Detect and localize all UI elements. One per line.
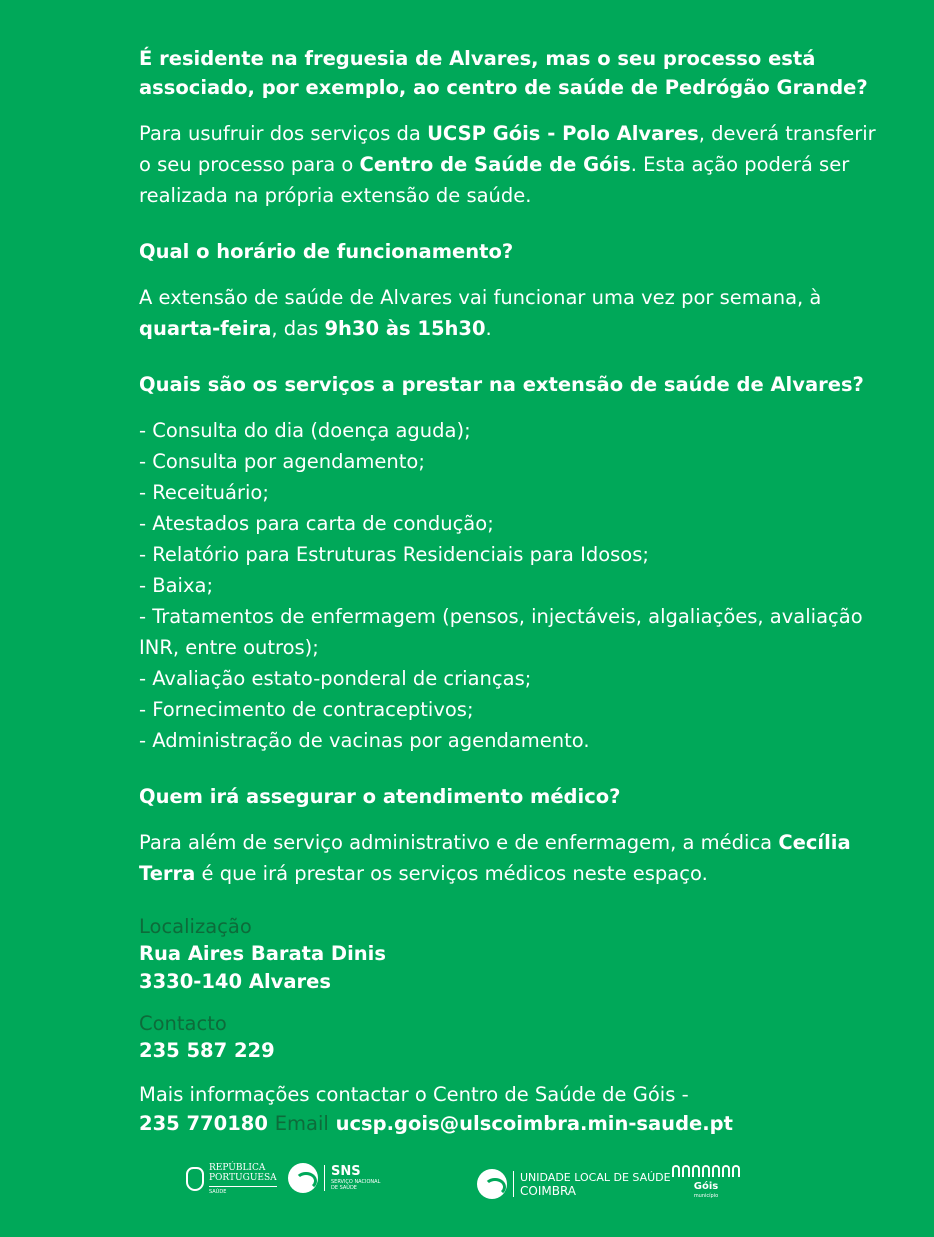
service-item: - Administração de vacinas por agendamento. <box>139 729 590 752</box>
doctor-answer-suffix: é que irá prestar os serviços médicos neste espaço. <box>195 862 708 885</box>
answer-emphasis: 9h30 às 15h30 <box>324 317 486 340</box>
sns-icon <box>288 1163 318 1193</box>
sns-title: SNS <box>331 1164 361 1179</box>
services-list <box>139 415 879 756</box>
more-info-text: Mais informações contactar o Centro de Saúde de Góis - <box>139 1083 689 1106</box>
faq-answer <box>139 282 879 344</box>
footer-logos <box>0 1163 934 1213</box>
answer-text: A extensão de saúde de Alvares vai funcionar uma vez por semana, à <box>139 286 822 309</box>
gois-name: Góis <box>693 1181 719 1192</box>
faq-question: Qual o horário de funcionamento? <box>139 240 514 263</box>
service-item: - Avaliação estato-ponderal de crianças; <box>139 667 532 690</box>
doctor-answer <box>139 827 879 889</box>
faq-answer <box>139 118 879 211</box>
doctor-answer-prefix: Para além de serviço administrativo e de enfermagem, a médica <box>139 831 779 854</box>
location-block <box>139 913 879 996</box>
location-postal: 3330-140 Alvares <box>139 970 331 993</box>
service-item: - Consulta do dia (doença aguda); <box>139 419 471 442</box>
republica-portuguesa-logo <box>186 1163 277 1195</box>
sns-sub1: SERVIÇO NACIONAL <box>331 1179 381 1185</box>
sns-logo <box>288 1163 380 1193</box>
answer-emphasis: UCSP Góis - Polo Alvares <box>427 122 699 145</box>
answer-text: . Esta ação poderá ser realizada na própria extensão de saúde. <box>139 153 850 207</box>
main-content <box>139 44 879 1138</box>
contact-line <box>139 1110 879 1138</box>
services-question: Quais são os serviços a prestar na extensão de saúde de Alvares? <box>139 373 864 396</box>
faq-question: É residente na freguesia de Alvares, mas o seu processo está associado, por exemplo, ao centro de saúde de Pedrógão Grande? <box>139 47 868 99</box>
faq-section <box>139 44 879 237</box>
center-phone: 235 770180 <box>139 1112 268 1135</box>
doctor-question: Quem irá assegurar o atendimento médico? <box>139 785 621 808</box>
rp-line2: PORTUGUESA <box>209 1173 277 1183</box>
answer-text: . <box>485 317 492 340</box>
service-item: - Baixa; <box>139 574 214 597</box>
doctor-section <box>139 782 879 889</box>
location-street: Rua Aires Barata Dinis <box>139 942 386 965</box>
contact-block <box>139 1010 879 1138</box>
sns-sub2: DE SAÚDE <box>331 1185 357 1191</box>
service-item: - Fornecimento de contraceptivos; <box>139 698 474 721</box>
doctor-name: Cecília Terra <box>139 831 851 885</box>
ulsc-logo <box>477 1169 671 1199</box>
answer-emphasis: quarta-feira <box>139 317 272 340</box>
faq-section <box>139 237 879 370</box>
gois-logo <box>672 1165 740 1199</box>
answer-text: , deverá transferir o seu processo para o <box>139 122 876 176</box>
service-item: - Consulta por agendamento; <box>139 450 425 473</box>
answer-text: , das <box>271 317 325 340</box>
services-section <box>139 370 879 756</box>
gois-arches-icon <box>672 1165 740 1177</box>
rp-sub: SAÚDE <box>209 1186 277 1195</box>
service-item: - Tratamentos de enfermagem (pensos, injectáveis, algaliações, avaliação INR, entre outros); <box>139 605 863 659</box>
gois-sub: município <box>693 1193 719 1199</box>
answer-text: Para usufruir dos serviços da <box>139 122 428 145</box>
answer-emphasis: Centro de Saúde de Góis <box>359 153 631 176</box>
service-item: - Atestados para carta de condução; <box>139 512 494 535</box>
ulsc-line2: COIMBRA <box>520 1183 577 1198</box>
email-link[interactable]: ucsp.gois@ulscoimbra.min-saude.pt <box>335 1112 733 1135</box>
faq-sections <box>139 44 879 370</box>
ulsc-line1: UNIDADE LOCAL DE SAÚDE <box>520 1170 671 1184</box>
ulsc-icon <box>477 1169 507 1199</box>
contact-phone: 235 587 229 <box>139 1039 275 1062</box>
location-label: Localização <box>139 915 252 938</box>
rp-line1: REPÚBLICA <box>209 1163 266 1173</box>
service-item: - Receituário; <box>139 481 269 504</box>
service-item: - Relatório para Estruturas Residenciais para Idosos; <box>139 543 649 566</box>
email-label: Email <box>274 1112 329 1135</box>
contact-label: Contacto <box>139 1012 227 1035</box>
republica-emblem-icon <box>186 1167 204 1191</box>
